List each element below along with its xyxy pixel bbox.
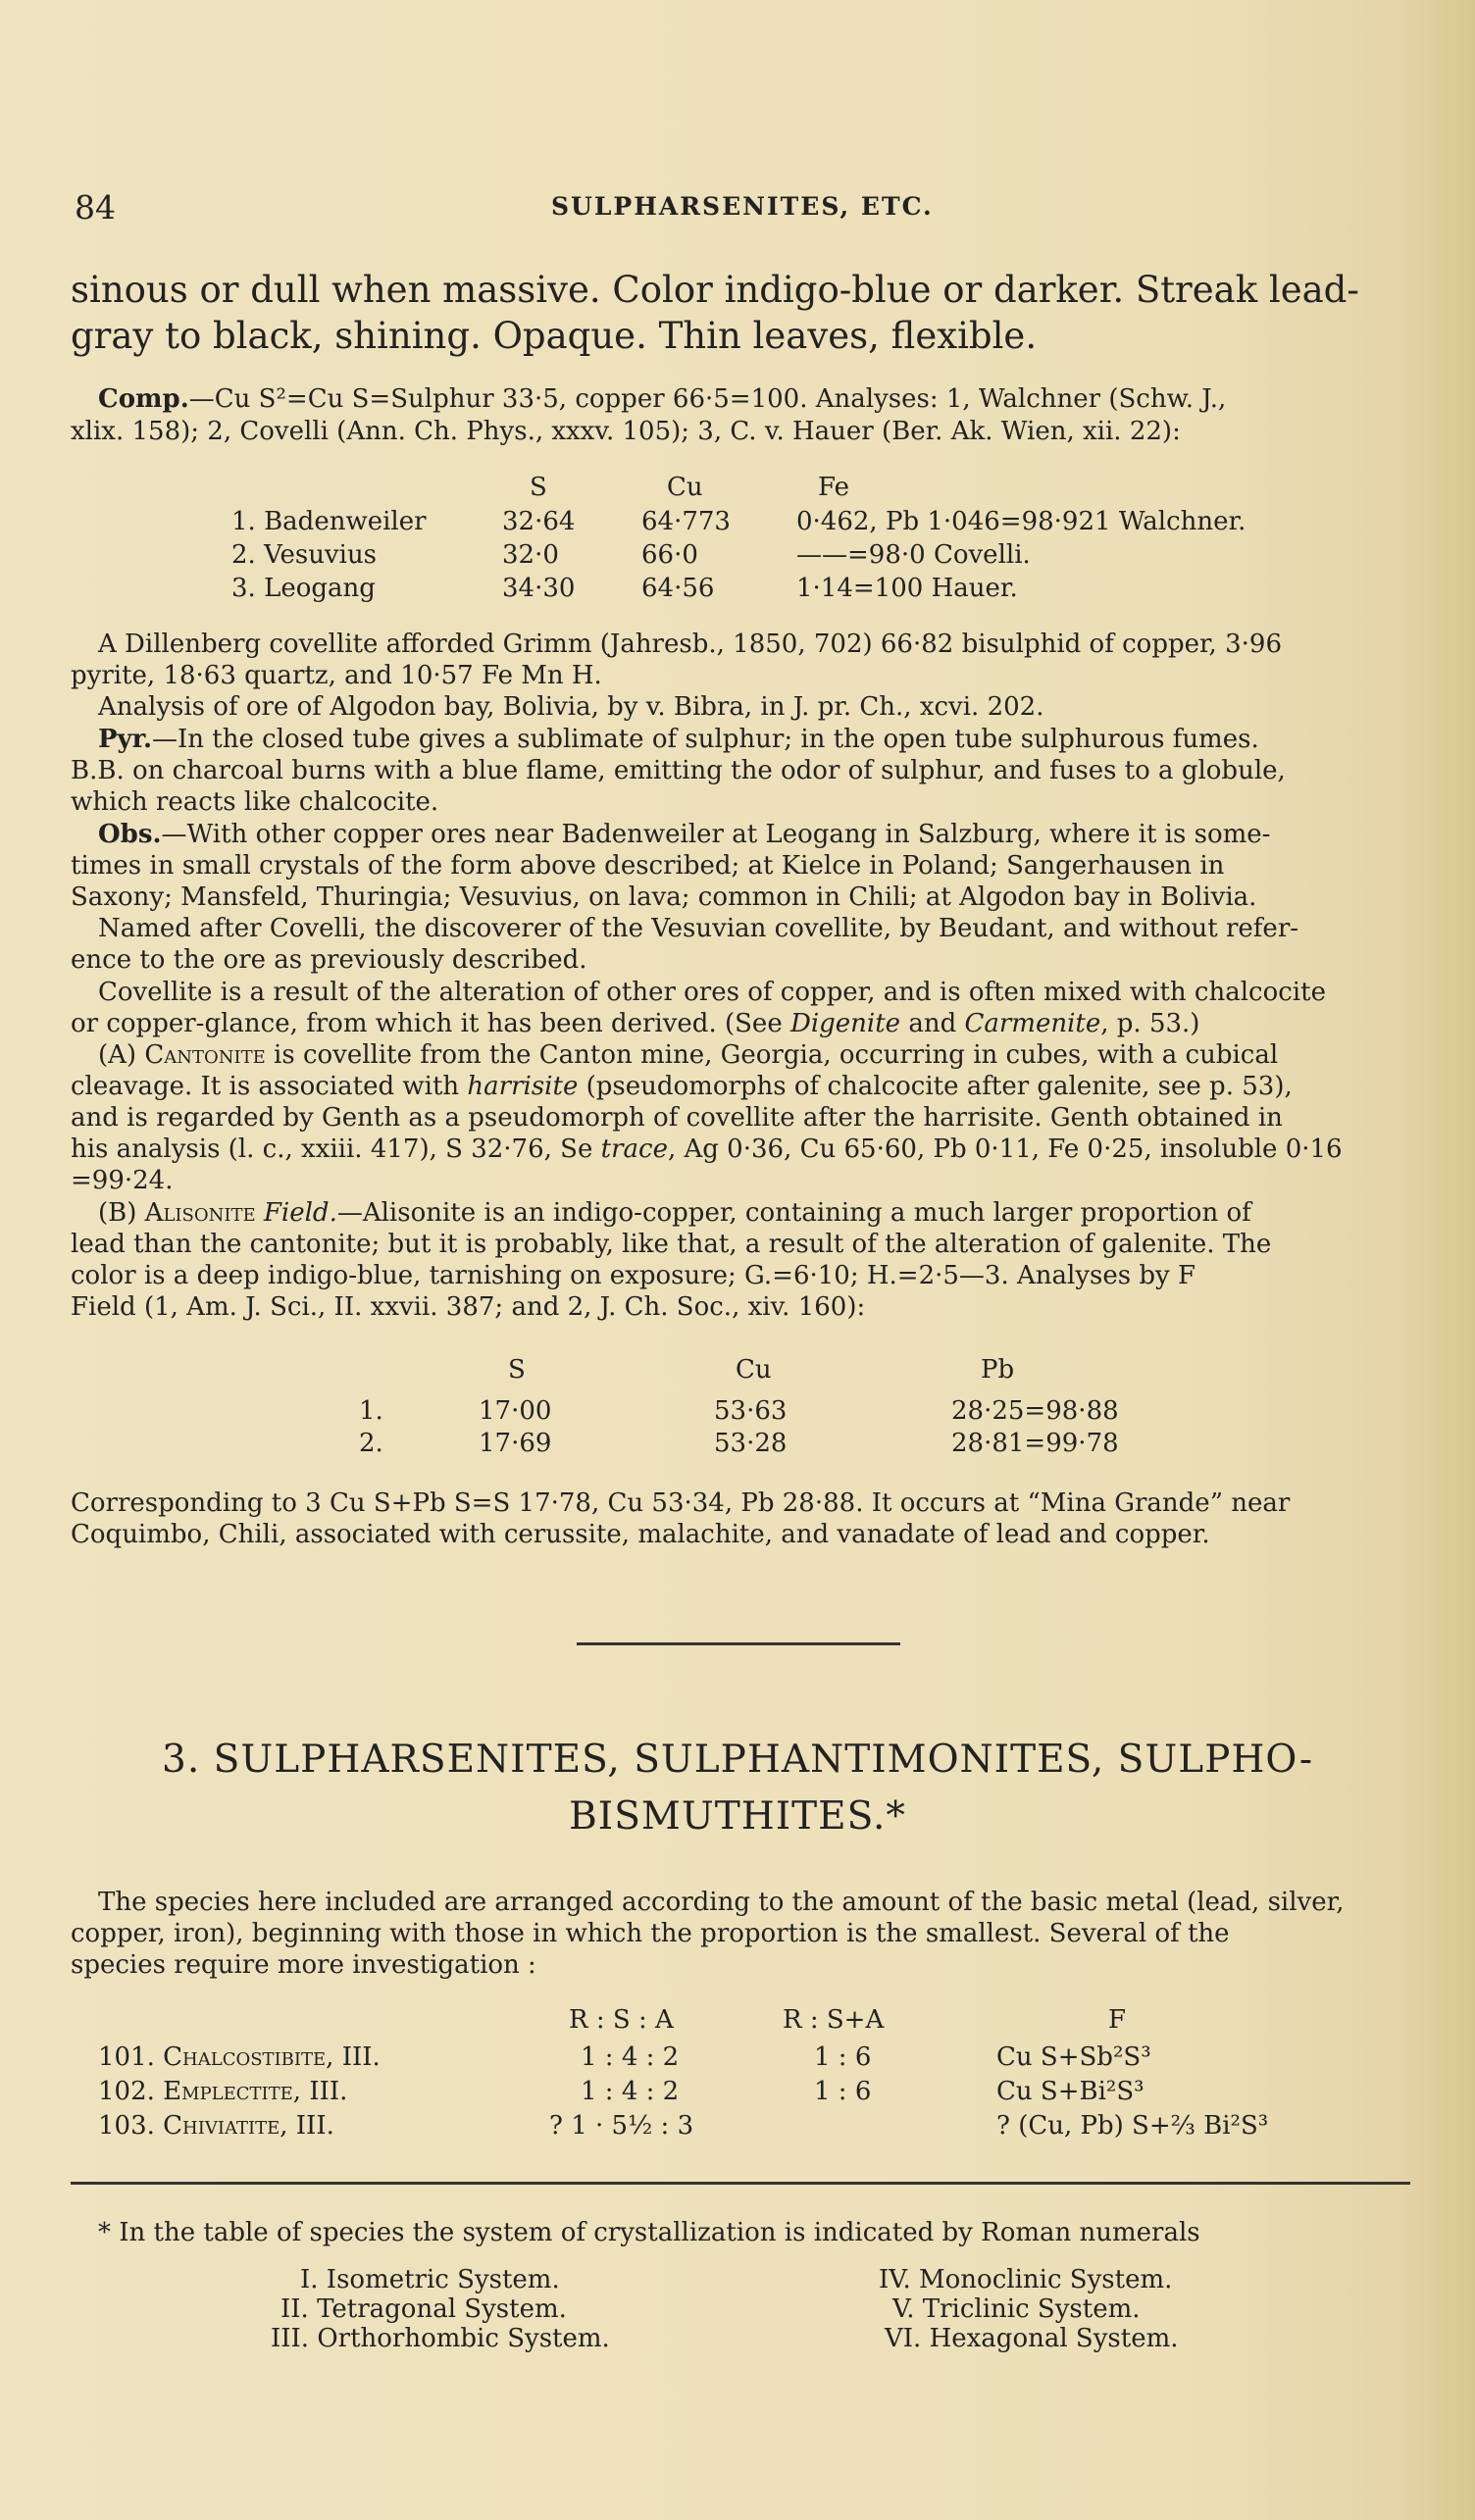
table-row-pb: 28·25=98·88 [951, 1396, 1119, 1426]
obs-line-2: times in small crystals of the form above described; at Kielce in Poland; Sangerhausen in [71, 851, 1225, 881]
table-row-ratio2: 1 : 6 [814, 2077, 872, 2106]
table1-header-cu: Cu [667, 473, 703, 502]
table-row-pb: 28·81=99·78 [951, 1429, 1119, 1458]
corresponding-line-1: Corresponding to 3 Cu S+Pb S=S 17·78, Cu 53·34, Pb 28·88. It occurs at “Mina Grande” near [71, 1488, 1291, 1518]
pyr-line-3: which reacts like chalcocite. [71, 787, 439, 817]
table2-header-cu: Cu [736, 1355, 772, 1385]
corresponding-line-2: Coquimbo, Chili, associated with cerussite, malachite, and vanadate of lead and copper. [71, 1520, 1210, 1549]
cantonite-name: Cantonite [144, 1040, 266, 1070]
system-item: III. Orthorhombic System. [271, 2324, 610, 2353]
page-number: 84 [75, 188, 116, 227]
table-row-s: 32·64 [502, 507, 576, 536]
section-intro-line-3: species require more investigation : [71, 1950, 536, 1980]
obs-label: Obs. [98, 820, 162, 849]
table-row-s: 32·0 [502, 540, 559, 570]
footnote-rule [71, 2182, 1410, 2185]
table-row-species: 101. Chalcostibite, III. [98, 2042, 381, 2072]
table-row-name: 3. Leogang [231, 574, 376, 603]
section-heading-line-2: BISMUTHITES.* [569, 1794, 906, 1839]
cantonite-line-3: and is regarded by Genth as a pseudomorph of covellite after the harrisite. Genth obtained in [71, 1103, 1283, 1133]
body-line-2: pyrite, 18·63 quartz, and 10·57 Fe Mn H. [71, 661, 602, 690]
system-item: I. Isometric System. [300, 2265, 560, 2294]
table-row-formula: ? (Cu, Pb) S+⅔ Bi²S³ [996, 2111, 1269, 2141]
species-header-formula: F [1108, 2005, 1127, 2035]
body-line-3: Analysis of ore of Algodon bay, Bolivia, by v. Bibra, in J. pr. Ch., xcvi. 202. [98, 692, 1044, 722]
table-row-num: 2. [359, 1429, 383, 1458]
section-intro-line-2: copper, iron), beginning with those in which the proportion is the smallest. Several of the [71, 1919, 1230, 1948]
alisonite-line-2: lead than the cantonite; but it is probably, like that, a result of the alteration of galenite. The [71, 1230, 1272, 1259]
table-row-name: 1. Badenweiler [231, 507, 427, 536]
table-row-name: 2. Vesuvius [231, 540, 378, 570]
trace-word: trace [600, 1134, 668, 1164]
cantonite-line-5: =99·24. [71, 1166, 174, 1195]
table-row-cu: 64·773 [641, 507, 731, 536]
table-row-rest: 1·14=100 Hauer. [796, 574, 1018, 603]
table-row-ratio: ? 1 · 5½ : 3 [549, 2111, 694, 2141]
obs-line-7: or copper-glance, from which it has been derived. (See Digenite and Carmenite, p. 53.) [71, 1009, 1200, 1038]
system-item: IV. Monoclinic System. [879, 2265, 1173, 2294]
table2-header-s: S [508, 1355, 526, 1385]
table-row-cu: 53·63 [714, 1396, 788, 1426]
table-row-s: 34·30 [502, 574, 576, 603]
table-row-num: 1. [359, 1396, 383, 1426]
table-row-ratio: 1 : 4 : 2 [581, 2077, 680, 2106]
obs-line-5: ence to the ore as previously described. [71, 945, 587, 975]
field-ref: Field. [263, 1198, 337, 1228]
system-item: II. Tetragonal System. [280, 2294, 567, 2324]
carmenite-ref: Carmenite [964, 1009, 1101, 1038]
section-intro-line-1: The species here included are arranged according to the amount of the basic metal (lead, silver, [98, 1888, 1345, 1917]
comp-label: Comp. [98, 384, 189, 414]
table1-header-s: S [530, 473, 547, 502]
table2-header-pb: Pb [981, 1355, 1015, 1385]
pyr-label: Pyr. [98, 725, 153, 754]
comp-paragraph: Comp.—Cu S²=Cu S=Sulphur 33·5, copper 66·5=100. Analyses: 1, Walchner (Schw. J., [98, 384, 1227, 414]
pyr-line-2: B.B. on charcoal burns with a blue flame, emitting the odor of sulphur, and fuses to a globule, [71, 756, 1286, 785]
alisonite-name: Alisonite [144, 1198, 256, 1228]
digenite-ref: Digenite [789, 1009, 901, 1038]
table-row-formula: Cu S+Sb²S³ [996, 2042, 1151, 2072]
species-header-ratio2: R : S+A [783, 2005, 885, 2035]
pyr-paragraph: Pyr.—In the closed tube gives a sublimate of sulphur; in the open tube sulphurous fumes. [98, 725, 1259, 754]
alisonite-line-3: color is a deep indigo-blue, tarnishing on exposure; G.=6·10; H.=2·5—3. Analyses by F [71, 1261, 1195, 1290]
footnote-text: * In the table of species the system of crystallization is indicated by Roman numerals [98, 2218, 1200, 2247]
table-row-species: 102. Emplectite, III. [98, 2077, 348, 2106]
table-row-ratio: 1 : 4 : 2 [581, 2042, 680, 2072]
table1-header-fe: Fe [818, 473, 850, 502]
alisonite-line-4: Field (1, Am. J. Sci., II. xxvii. 387; and 2, J. Ch. Soc., xiv. 160): [71, 1292, 866, 1322]
table-row-rest: ——=98·0 Covelli. [796, 540, 1031, 570]
table-row-s: 17·69 [479, 1429, 552, 1458]
section-heading-line-1: 3. SULPHARSENITES, SULPHANTIMONITES, SULPHO- [162, 1738, 1313, 1782]
comp-line-2: xlix. 158); 2, Covelli (Ann. Ch. Phys., xxxv. 105); 3, C. v. Hauer (Ber. Ak. Wien, xii. 22): [71, 417, 1181, 446]
running-title: SULPHARSENITES, ETC. [551, 192, 934, 221]
cantonite-paragraph: (A) Cantonite is covellite from the Canton mine, Georgia, occurring in cubes, with a cubical [98, 1040, 1279, 1070]
table-row-cu: 66·0 [641, 540, 698, 570]
system-item: V. Triclinic System. [892, 2294, 1141, 2324]
table-row-cu: 64·56 [641, 574, 715, 603]
system-item: VI. Hexagonal System. [885, 2324, 1179, 2353]
cantonite-line-2: cleavage. It is associated with harrisite (pseudomorphs of chalcocite after galenite, see p. 53), [71, 1072, 1293, 1101]
obs-line-6: Covellite is a result of the alteration of other ores of copper, and is often mixed with chalcocite [98, 978, 1326, 1007]
table-row-s: 17·00 [479, 1396, 552, 1426]
alisonite-paragraph: (B) Alisonite Field.—Alisonite is an indigo-copper, containing a much larger proportion of [98, 1198, 1251, 1228]
table-row-cu: 53·28 [714, 1429, 788, 1458]
intro-line-2: gray to black, shining. Opaque. Thin leaves, flexible. [71, 315, 1038, 357]
table-row-ratio2: 1 : 6 [814, 2042, 872, 2072]
obs-line-3: Saxony; Mansfeld, Thuringia; Vesuvius, on lava; common in Chili; at Algodon bay in Bolivia. [71, 882, 1257, 912]
table-row-rest: 0·462, Pb 1·046=98·921 Walchner. [796, 507, 1246, 536]
cantonite-line-4: his analysis (l. c., xxiii. 417), S 32·76, Se trace, Ag 0·36, Cu 65·60, Pb 0·11, Fe 0·25, insoluble 0·16 [71, 1134, 1343, 1164]
obs-paragraph: Obs.—With other copper ores near Badenweiler at Leogang in Salzburg, where it is some- [98, 820, 1271, 849]
harrisite-ref: harrisite [467, 1072, 579, 1101]
table-row-formula: Cu S+Bi²S³ [996, 2077, 1144, 2106]
body-line-1: A Dillenberg covellite afforded Grimm (Jahresb., 1850, 702) 66·82 bisulphid of copper, 3·96 [98, 630, 1282, 659]
species-header-ratio: R : S : A [569, 2005, 674, 2035]
obs-line-4: Named after Covelli, the discoverer of the Vesuvian covellite, by Beudant, and without refer- [98, 914, 1299, 943]
table-row-species: 103. Chiviatite, III. [98, 2111, 334, 2141]
intro-line-1: sinous or dull when massive. Color indigo-blue or darker. Streak lead- [71, 269, 1359, 311]
section-divider [577, 1642, 900, 1645]
